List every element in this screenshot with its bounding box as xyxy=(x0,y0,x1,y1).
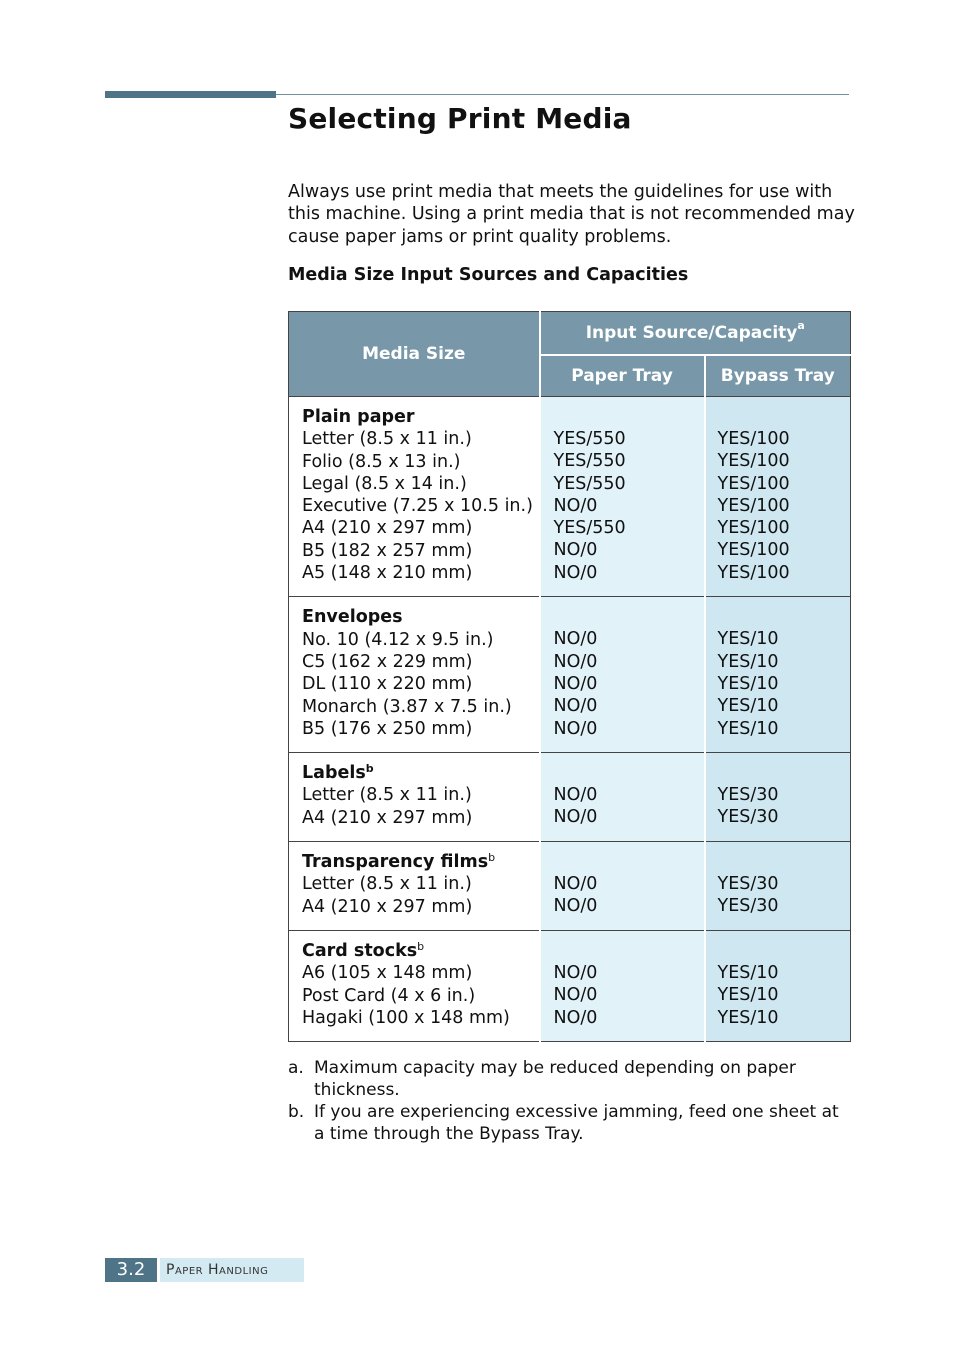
footnote-mark: b. xyxy=(288,1102,305,1122)
bypass-tray-value: YES/10 xyxy=(717,962,779,983)
media-size-item: B5 (182 x 257 mm) xyxy=(302,540,473,561)
bypass-tray-cell xyxy=(705,930,851,1041)
bypass-tray-value: YES/10 xyxy=(717,1007,779,1028)
table-row xyxy=(289,930,851,1041)
page-number: 3.2 xyxy=(105,1258,157,1282)
bypass-tray-value: YES/100 xyxy=(717,473,790,494)
media-category xyxy=(302,851,535,873)
media-size-item: Folio (8.5 x 13 in.) xyxy=(302,451,461,472)
table-row xyxy=(289,597,851,753)
header-media-size: Media Size xyxy=(289,312,540,397)
media-size-item: A4 (210 x 297 mm) xyxy=(302,896,473,917)
paper-tray-value: NO/0 xyxy=(553,718,598,739)
table-body xyxy=(289,397,851,1042)
footnote-ref: b xyxy=(417,939,425,953)
footnote-mark: a. xyxy=(288,1058,304,1078)
media-size-item: B5 (176 x 250 mm) xyxy=(302,718,473,739)
media-size-item: Hagaki (100 x 148 mm) xyxy=(302,1007,510,1028)
bypass-tray-value: YES/30 xyxy=(717,785,779,806)
media-size-item: DL (110 x 220 mm) xyxy=(302,674,473,695)
paper-tray-value: NO/0 xyxy=(553,696,598,717)
table-header xyxy=(289,312,851,397)
footnotes xyxy=(288,1057,854,1145)
bypass-tray-cell xyxy=(705,753,851,842)
paper-tray-cell xyxy=(540,753,705,842)
footnote-text: If you are experiencing excessive jamming, feed one sheet at a time through the Bypass Tray. xyxy=(314,1102,839,1144)
bypass-tray-value: YES/30 xyxy=(717,874,779,895)
paper-tray-value: NO/0 xyxy=(553,896,598,917)
paper-tray-value: NO/0 xyxy=(553,651,598,672)
media-size-cell xyxy=(289,397,540,597)
media-capacity-table xyxy=(288,311,851,1042)
media-size-item: Executive (7.25 x 10.5 in.) xyxy=(302,496,533,517)
intro-paragraph: Always use print media that meets the guidelines for use with this machine. Using a print media that is not recommended may cause paper jams or print quality problems. xyxy=(288,182,855,247)
paper-tray-cell xyxy=(540,397,705,597)
paper-tray-value: NO/0 xyxy=(553,785,598,806)
media-size-item: Letter (8.5 x 11 in.) xyxy=(302,874,472,895)
media-category-label: Labels xyxy=(302,763,366,784)
paper-tray-cell xyxy=(540,930,705,1041)
paper-tray-cell xyxy=(540,597,705,753)
header-input-source xyxy=(540,312,851,356)
header-bypass-tray: Bypass Tray xyxy=(705,355,851,397)
paper-tray-value: NO/0 xyxy=(553,629,598,650)
media-category-label: Plain paper xyxy=(302,407,415,427)
media-size-item: A6 (105 x 148 mm) xyxy=(302,963,473,984)
footnote-ref: b xyxy=(365,762,374,776)
header-row xyxy=(289,312,851,356)
footnote-a xyxy=(288,1057,854,1101)
media-size-item: Letter (8.5 x 11 in.) xyxy=(302,785,472,806)
bypass-tray-value: YES/100 xyxy=(717,562,790,583)
media-size-cell xyxy=(289,930,540,1041)
footnote-b xyxy=(288,1101,854,1145)
bypass-tray-cell xyxy=(705,397,851,597)
media-size-cell xyxy=(289,842,540,931)
header-input-source-label: Input Source/Capacity xyxy=(585,323,798,343)
paper-tray-value: NO/0 xyxy=(553,1007,598,1028)
paper-tray-cell xyxy=(540,842,705,931)
paper-tray-value: NO/0 xyxy=(553,540,598,561)
table-title: Media Size Input Sources and Capacities xyxy=(288,265,689,285)
header-input-source-note: a xyxy=(797,319,805,332)
media-category xyxy=(302,940,535,962)
media-size-item: Letter (8.5 x 11 in.) xyxy=(302,429,472,450)
bypass-tray-value: YES/10 xyxy=(717,985,779,1006)
bypass-tray-value: YES/10 xyxy=(717,696,779,717)
paper-tray-value: YES/550 xyxy=(553,473,626,494)
header-paper-tray: Paper Tray xyxy=(540,355,705,397)
paper-tray-value: NO/0 xyxy=(553,673,598,694)
media-category-label: Transparency films xyxy=(302,852,489,873)
header-rule xyxy=(276,94,849,95)
bypass-tray-value: YES/10 xyxy=(717,651,779,672)
media-category-label: Card stocks xyxy=(302,940,418,961)
bypass-tray-value: YES/100 xyxy=(717,429,790,449)
media-size-item: A4 (210 x 297 mm) xyxy=(302,518,473,539)
media-size-item: A4 (210 x 297 mm) xyxy=(302,807,473,828)
paper-tray-value: YES/550 xyxy=(553,518,626,539)
paper-tray-value: NO/0 xyxy=(553,985,598,1006)
media-category xyxy=(302,762,535,784)
table-row xyxy=(289,842,851,931)
bypass-tray-value: YES/30 xyxy=(717,807,779,828)
media-size-cell xyxy=(289,753,540,842)
media-size-item: No. 10 (4.12 x 9.5 in.) xyxy=(302,629,494,650)
footnote-text: Maximum capacity may be reduced depending on paper thickness. xyxy=(314,1058,796,1100)
paper-tray-value: NO/0 xyxy=(553,562,598,583)
page-title: Selecting Print Media xyxy=(288,102,632,135)
bypass-tray-value: YES/10 xyxy=(717,718,779,739)
header-rule-accent xyxy=(105,91,276,98)
section-label: Paper Handling xyxy=(160,1258,304,1282)
media-category-label: Envelopes xyxy=(302,607,403,628)
bypass-tray-cell xyxy=(705,842,851,931)
footnote-ref: b xyxy=(488,851,496,865)
paper-tray-value: YES/550 xyxy=(553,429,626,449)
media-size-item: Monarch (3.87 x 7.5 in.) xyxy=(302,696,512,717)
media-size-item: A5 (148 x 210 mm) xyxy=(302,563,473,584)
bypass-tray-value: YES/10 xyxy=(717,673,779,694)
media-size-cell xyxy=(289,597,540,753)
media-size-item: Post Card (4 x 6 in.) xyxy=(302,985,476,1006)
media-size-item: Legal (8.5 x 14 in.) xyxy=(302,473,467,494)
paper-tray-value: NO/0 xyxy=(553,807,598,828)
media-category xyxy=(302,606,535,628)
paper-tray-value: NO/0 xyxy=(553,874,598,895)
table-row xyxy=(289,753,851,842)
bypass-tray-value: YES/100 xyxy=(717,495,790,516)
bypass-tray-value: YES/10 xyxy=(717,629,779,650)
bypass-tray-value: YES/30 xyxy=(717,896,779,917)
media-category xyxy=(302,406,535,428)
paper-tray-value: YES/550 xyxy=(553,451,626,472)
bypass-tray-cell xyxy=(705,597,851,753)
bypass-tray-value: YES/100 xyxy=(717,518,790,539)
paper-tray-value: NO/0 xyxy=(553,962,598,983)
paper-tray-value: NO/0 xyxy=(553,495,598,516)
bypass-tray-value: YES/100 xyxy=(717,451,790,472)
bypass-tray-value: YES/100 xyxy=(717,540,790,561)
table-row xyxy=(289,397,851,597)
media-size-item: C5 (162 x 229 mm) xyxy=(302,651,473,672)
